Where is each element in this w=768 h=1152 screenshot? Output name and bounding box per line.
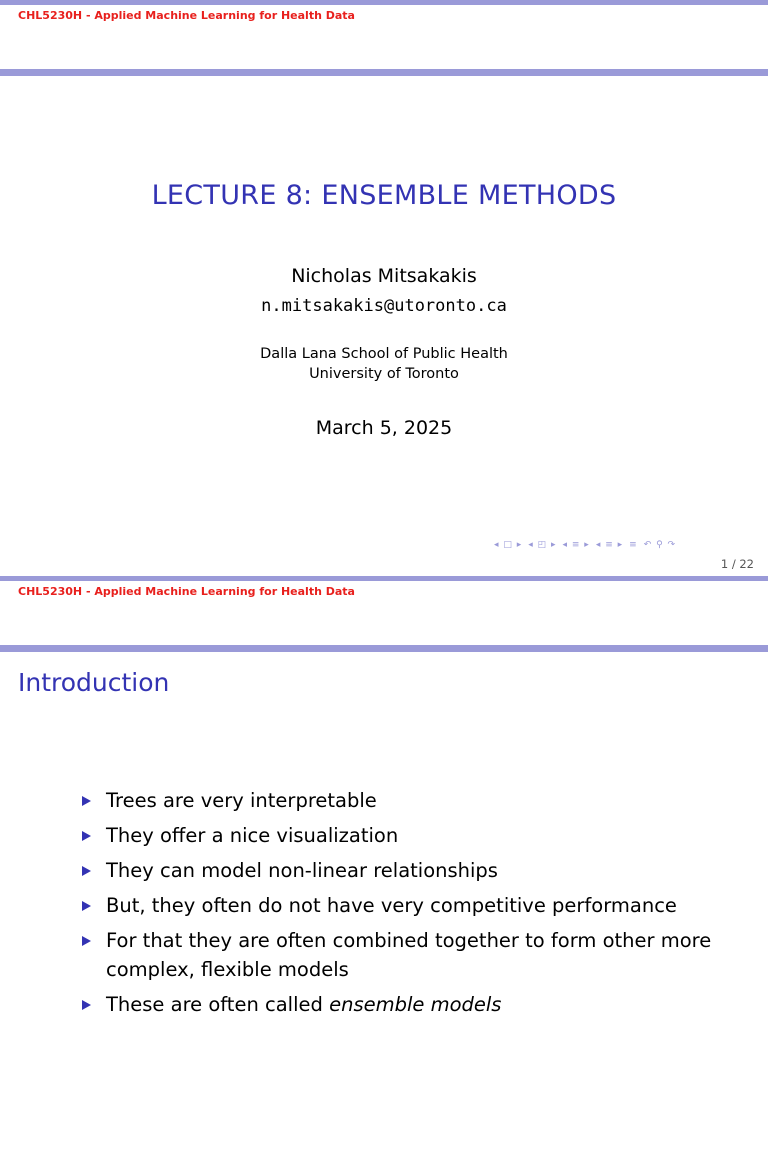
triangle-bullet-icon xyxy=(82,796,91,806)
nav-section-icon[interactable]: ◂ ≡ ▸ xyxy=(562,540,590,550)
triangle-bullet-icon xyxy=(82,831,91,841)
frame-title: Introduction xyxy=(18,668,170,697)
institution-university: University of Toronto xyxy=(309,366,459,382)
list-item-text: For that they are often combined together to form other more complex, flexible models xyxy=(106,929,712,981)
nav-document-icon[interactable]: ◂ ≡ ▸ xyxy=(595,540,624,550)
top-stripe xyxy=(0,0,768,5)
beamer-navigation-bar xyxy=(494,540,676,550)
top-stripe xyxy=(0,576,768,581)
list-item xyxy=(80,891,730,920)
list-item xyxy=(80,926,730,984)
bullet-list xyxy=(80,786,730,1025)
list-item-text: But, they often do not have very competitive performance xyxy=(106,894,677,917)
triangle-bullet-icon xyxy=(82,901,91,911)
triangle-bullet-icon xyxy=(82,936,91,946)
nav-search-icon[interactable]: ↶ ⚲ ↷ xyxy=(643,540,677,550)
list-item-text: They offer a nice visualization xyxy=(106,824,399,847)
list-item-text-prefix: These are often called xyxy=(106,993,330,1016)
triangle-bullet-icon xyxy=(82,866,91,876)
list-item xyxy=(80,821,730,850)
header-rule xyxy=(0,645,768,652)
course-header: CHL5230H - Applied Machine Learning for Health Data xyxy=(18,9,355,22)
list-item-text: They can model non-linear relationships xyxy=(106,859,498,882)
triangle-bullet-icon xyxy=(82,1000,91,1010)
list-item xyxy=(80,990,730,1019)
author-email[interactable]: n.mitsakakis@utoronto.ca xyxy=(261,296,507,316)
lecture-title: LECTURE 8: ENSEMBLE METHODS xyxy=(151,180,617,211)
nav-subsection-icon[interactable]: ◂ ◰ ▸ xyxy=(528,540,557,550)
emphasis-text: ensemble models xyxy=(329,993,502,1016)
introduction-slide xyxy=(0,576,768,1152)
page-number: 1 / 22 xyxy=(720,557,754,571)
institution-school: Dalla Lana School of Public Health xyxy=(260,346,508,362)
nav-frame-icon[interactable]: ◂ □ ▸ xyxy=(494,540,523,550)
lecture-date: March 5, 2025 xyxy=(315,417,453,439)
course-header: CHL5230H - Applied Machine Learning for Health Data xyxy=(18,585,355,598)
list-item-text: Trees are very interpretable xyxy=(106,789,377,812)
author-name: Nicholas Mitsakakis xyxy=(291,265,477,287)
list-item xyxy=(80,786,730,815)
list-item xyxy=(80,856,730,885)
nav-appendix-icon[interactable]: ≡ xyxy=(629,540,638,550)
header-rule xyxy=(0,69,768,76)
